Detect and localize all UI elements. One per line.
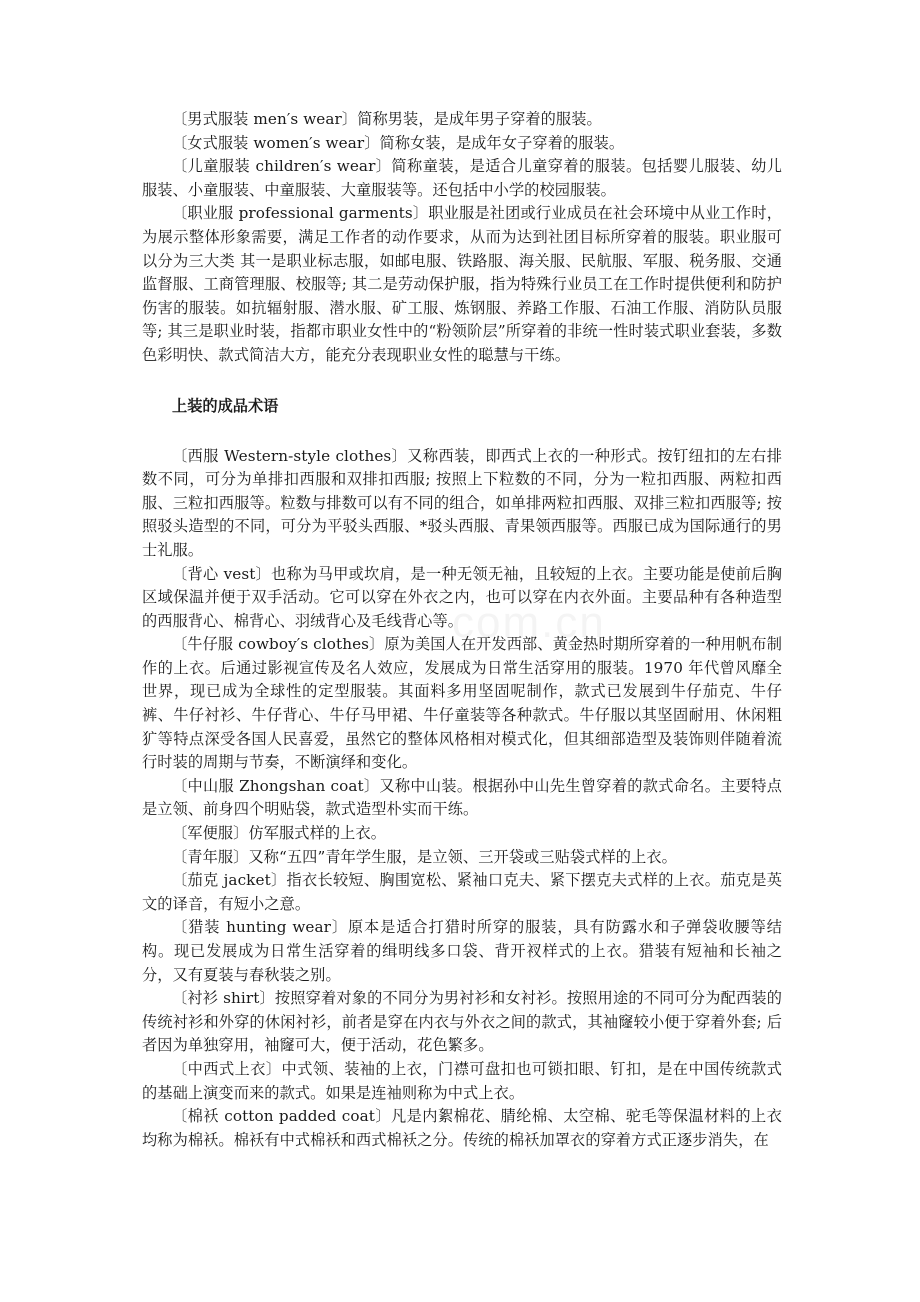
- section-heading: 上装的成品术语: [172, 396, 279, 415]
- paragraph-professional-garments: 〔职业服 professional garments〕职业服是社团或行业成员在社会环境中从业工作时，为展示整体形象需要，满足工作者的动作要求，从而为达到社团目标所穿着的服装。职业服可以分为三大类 其一是职业标志服，如邮电服、铁路服、海关服、民航服、军服、税务服、交通监督服、工商管理服、校服等; 其二是劳动保护服，指为特殊行业员工在工作时提供便利和防护伤害的服装。如抗辐射服、潜水服、矿工服、炼钢服、养路工作服、石油工作服、消防队员服等; 其三是职业时装，指都市职业女性中的“粉领阶层”所穿着的非统一性时装式职业套装，多数色彩明快、款式简洁大方，能充分表现职业女性的聪慧与干练。: [142, 204, 782, 364]
- paragraph-cotton-padded-coat: 〔棉袄 cotton padded coat〕凡是内絮棉花、腈纶棉、太空棉、驼毛等保温材料的上衣均称为棉袄。棉袄有中式棉袄和西式棉袄之分。传统的棉袄加罩衣的穿着方式正逐步消失，在: [142, 1107, 782, 1149]
- paragraph-military-casual: 〔军便服〕仿军服式样的上衣。: [172, 824, 387, 843]
- paragraph-womens-wear: 〔女式服装 women′s wear〕简称女装，是成年女子穿着的服装。: [172, 133, 625, 152]
- paragraph-shirt: 〔衬衫 shirt〕按照穿着对象的不同分为男衬衫和女衬衫。按照用途的不同可分为配西装的传统衬衫和外穿的休闲衬衫，前者是穿在内衣与外衣之间的款式，其袖窿较小便于穿着外套; 后者因为单独穿用，袖窿可大，便于活动，花色繁多。: [142, 989, 782, 1055]
- watermark: com.cn: [452, 598, 606, 647]
- paragraph-jacket: 〔茄克 jacket〕指衣长较短、胸围宽松、紧袖口克夫、紧下摆克夫式样的上衣。茄克是英文的译音，有短小之意。: [142, 871, 782, 913]
- paragraph-cowboy-clothes: 〔牛仔服 cowboy′s clothes〕原为美国人在开发西部、黄金热时期所穿着的一种用帆布制作的上衣。后通过影视宣传及名人效应，发展成为日常生活穿用的服装。1970 年代曾风靡全世界，现已成为全球性的定型服装。其面料多用坚固呢制作，款式已发展到牛仔茄克、牛仔裤、牛仔衬衫、牛仔背心、牛仔马甲裙、牛仔童装等各种款式。牛仔服以其坚固耐用、休闲粗犷等特点深受各国人民喜爱，虽然它的整体风格相对模式化，但其细部造型及装饰则伴随着流行时装的周期与节奏，不断演绎和变化。: [142, 635, 782, 772]
- paragraph-sino-western-top: 〔中西式上衣〕中式领、装袖的上衣，门襟可盘扣也可锁扣眼、钉扣，是在中国传统款式的基础上演变而来的款式。如果是连袖则称为中式上衣。: [142, 1059, 782, 1102]
- paragraph-youth-suit: 〔青年服〕又称“五四”青年学生服，是立领、三开袋或三贴袋式样的上衣。: [172, 847, 677, 866]
- paragraph-mens-wear: 〔男式服装 men′s wear〕简称男装，是成年男子穿着的服装。: [172, 110, 602, 128]
- paragraph-vest: 〔背心 vest〕也称为马甲或坎肩，是一种无领无袖，且较短的上衣。主要功能是使前后胸区域保温并便于双手活动。它可以穿在外衣之内，也可以穿在内衣外面。主要品种有各种造型的西服背心、棉背心、羽绒背心及毛线背心等。: [142, 564, 782, 630]
- paragraph-childrens-wear: 〔儿童服装 children′s wear〕简称童装，是适合儿童穿着的服装。包括婴儿服装、幼儿服装、小童服装、中童服装、大童服装等。还包括中小学的校园服装。: [142, 157, 782, 199]
- paragraph-hunting-wear: 〔猎装 hunting wear〕原本是适合打猎时所穿的服装，具有防露水和子弹袋收腰等结构。现已发展成为日常生活穿着的缉明线多口袋、背开衩样式的上衣。猎装有短袖和长袖之分，又有夏装与春秋装之别。: [142, 918, 782, 984]
- paragraph-western-suit: 〔西服 Western-style clothes〕又称西装，即西式上衣的一种形式。按钉纽扣的左右排数不同，可分为单排扣西服和双排扣西服; 按照上下粒数的不同，分为一粒扣西服、两粒扣西服、三粒扣西服等。粒数与排数可以有不同的组合，如单排两粒扣西服、双排三粒扣西服等; 按照驳头造型的不同，可分为平驳头西服、*驳头西服、青果领西服等。西服已成为国际通行的男士礼服。: [142, 446, 782, 559]
- paragraph-zhongshan-coat: 〔中山服 Zhongshan coat〕又称中山装。根据孙中山先生曾穿着的款式命名。主要特点是立领、前身四个明贴袋，款式造型朴实而干练。: [142, 776, 782, 819]
